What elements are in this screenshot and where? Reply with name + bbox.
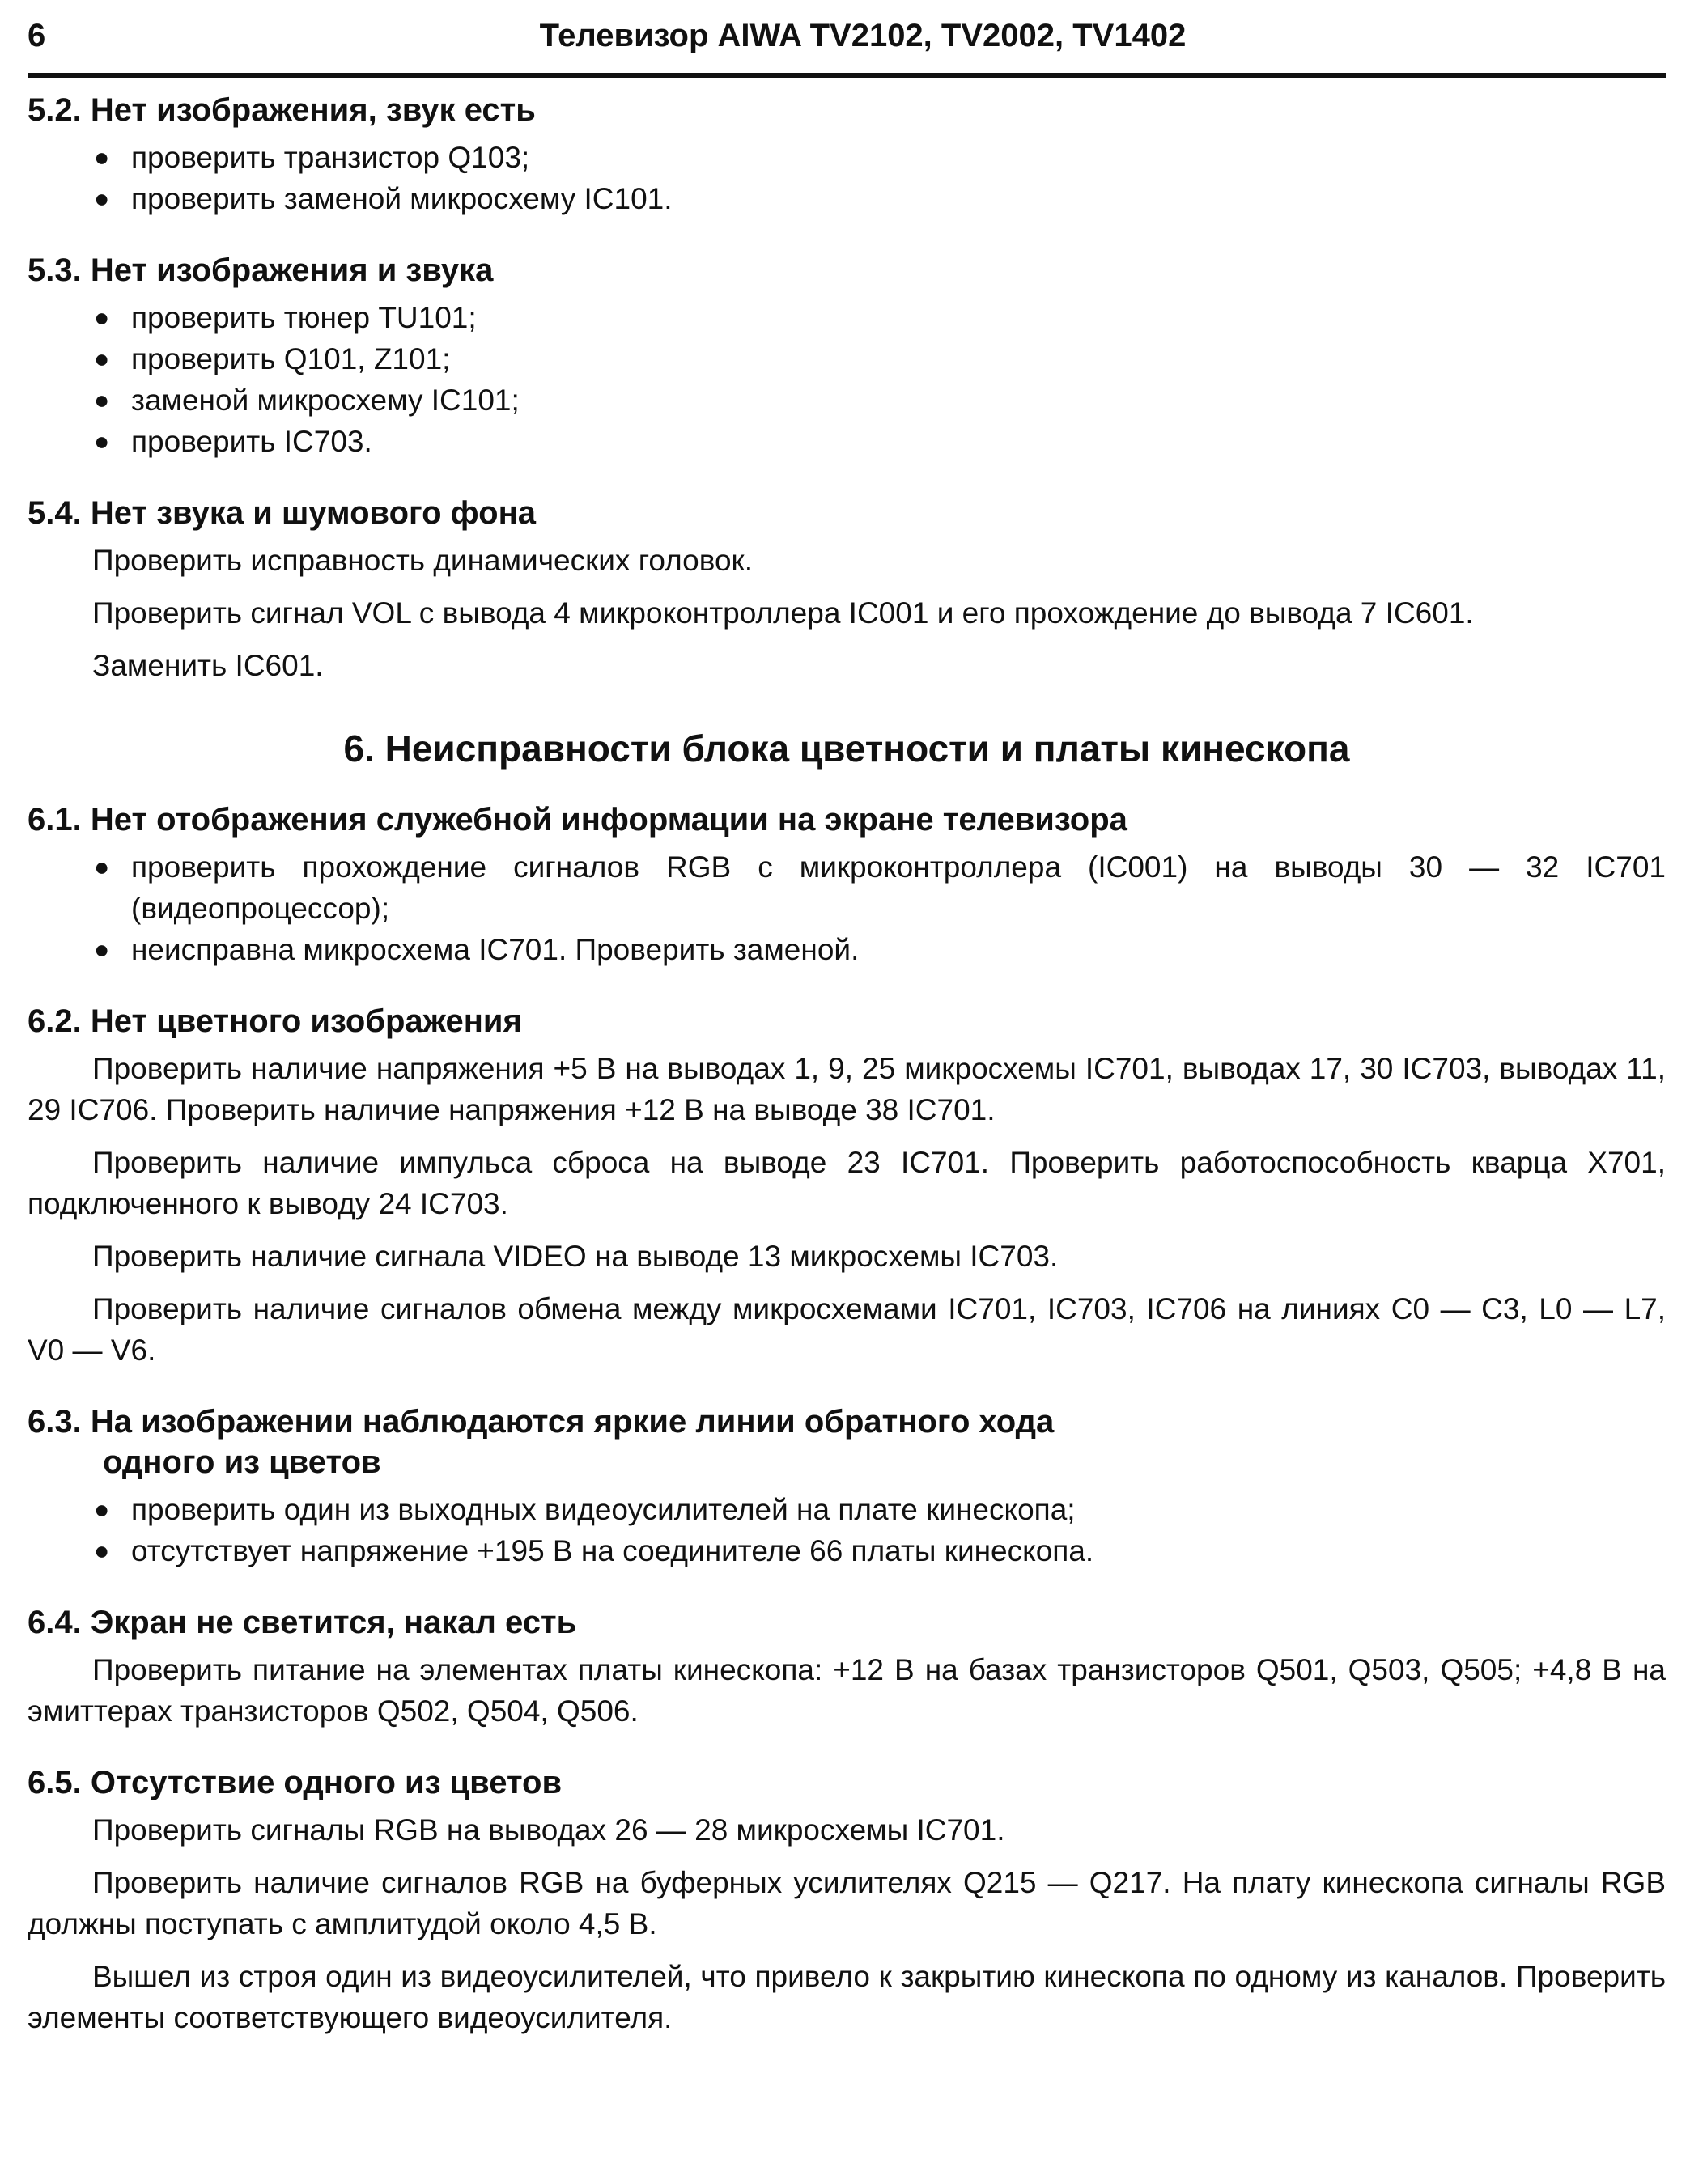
list-item — [92, 846, 1666, 929]
page-number: 6 — [28, 18, 46, 53]
subsection-heading: 5.3. Нет изображения и звука — [28, 252, 494, 288]
section-5-4 — [28, 493, 1666, 686]
bullet-list — [28, 846, 1666, 970]
paragraph: Проверить сигналы RGB на выводах 26 — 28 микросхемы IC701. — [92, 1813, 1005, 1847]
paragraph: Проверить наличие сигналов RGB на буферных усилителях Q215 — Q217. На плату кинескопа сигналы RGB должны поступать с амплитудой около 4,5 В. — [28, 1866, 1666, 1940]
bullet-list — [28, 137, 1666, 219]
list-item-text: проверить IC703. — [131, 425, 372, 458]
bullet-icon: ● — [94, 935, 110, 964]
bullet-icon: ● — [94, 385, 110, 414]
paragraph: Проверить наличие сигналов обмена между микросхемами IC701, IC703, IC706 на линиях C0 — C3, L0 — L7, V0 — V6. — [28, 1292, 1666, 1367]
list-item-text: неисправна микросхема IC701. Проверить заменой. — [131, 933, 860, 966]
section-6-5 — [28, 1762, 1666, 2038]
bullet-icon: ● — [94, 852, 110, 881]
subsection-heading: 6.5. Отсутствие одного из цветов — [28, 1765, 563, 1800]
section-5-2 — [28, 90, 1666, 219]
paragraph: Проверить исправность динамических головок. — [92, 544, 754, 577]
list-item — [92, 137, 1666, 178]
subsection-heading: 6.2. Нет цветного изображения — [28, 1003, 522, 1039]
list-item — [92, 1530, 1666, 1571]
bullet-icon: ● — [94, 1495, 110, 1524]
bullet-icon: ● — [94, 142, 110, 172]
list-item-text: заменой микросхему IC101; — [131, 384, 520, 417]
list-item — [92, 380, 1666, 421]
section-title: 6. Неисправности блока цветности и платы кинескопа — [343, 727, 1350, 770]
bullet-list — [28, 1489, 1666, 1571]
bullet-icon: ● — [94, 426, 110, 456]
subsection-heading: 6.4. Экран не светится, накал есть — [28, 1605, 577, 1640]
paragraph: Проверить наличие напряжения +5 В на выводах 1, 9, 25 микросхемы IC701, выводах 17, 30 IC703, выводах 11, 29 IC706. Проверить наличие напряжения +12 В на выводе 38 IC701. — [28, 1052, 1666, 1126]
running-title: Телевизор AIWA TV2102, TV2002, TV1402 — [539, 18, 1187, 53]
list-item-text: проверить Q101, Z101; — [131, 342, 451, 375]
bullet-icon: ● — [94, 344, 110, 373]
list-item — [92, 1489, 1666, 1530]
paragraph: Проверить наличие сигнала VIDEO на выводе 13 микросхемы IC703. — [92, 1240, 1059, 1273]
bullet-icon: ● — [94, 303, 110, 332]
subsection-heading: 6.1. Нет отображения служебной информации на экране телевизора — [28, 802, 1127, 838]
paragraph: Заменить IC601. — [92, 649, 324, 682]
section-6-2 — [28, 1001, 1666, 1371]
paragraph: Проверить сигнал VOL с вывода 4 микроконтроллера IC001 и его прохождение до вывода 7 IC601. — [92, 596, 1474, 630]
subsection-heading-line2: одного из цветов — [103, 1444, 381, 1480]
subsection-heading: 5.2. Нет изображения, звук есть — [28, 92, 536, 128]
bullet-icon: ● — [94, 1536, 110, 1565]
list-item-text: проверить тюнер TU101; — [131, 301, 477, 334]
paragraph: Вышел из строя один из видеоусилителей, что привело к закрытию кинескопа по одному из каналов. Проверить элементы соответствующего видеоусилителя. — [28, 1960, 1666, 2034]
list-item — [92, 929, 1666, 970]
list-item — [92, 297, 1666, 338]
subsection-heading: 5.4. Нет звука и шумового фона — [28, 495, 536, 531]
paragraph: Проверить питание на элементах платы кинескопа: +12 В на базах транзисторов Q501, Q503, Q505; +4,8 В на эмиттерах транзисторов Q502, Q504, Q506. — [28, 1653, 1666, 1728]
subsection-heading — [28, 1402, 1666, 1482]
page-header — [28, 13, 1666, 78]
list-item-text: отсутствует напряжение +195 В на соединителе 66 платы кинескопа. — [131, 1534, 1094, 1567]
bullet-icon: ● — [94, 184, 110, 213]
section-6-1 — [28, 799, 1666, 970]
list-item-text: проверить заменой микросхему IC101. — [131, 182, 673, 215]
list-item — [92, 178, 1666, 219]
list-item-text: проверить прохождение сигналов RGB с микроконтроллера (IC001) на выводы 30 — 32 IC701 (видеопроцессор); — [131, 850, 1666, 925]
section-6-4 — [28, 1602, 1666, 1732]
subsection-heading-line1: 6.3. На изображении наблюдаются яркие линии обратного хода — [28, 1404, 1055, 1440]
list-item — [92, 338, 1666, 380]
section-5-3 — [28, 250, 1666, 462]
list-item-text: проверить один из выходных видеоусилителей на плате кинескопа; — [131, 1493, 1076, 1526]
bullet-list — [28, 297, 1666, 462]
document-page — [28, 0, 1666, 2069]
list-item-text: проверить транзистор Q103; — [131, 141, 530, 174]
paragraph: Проверить наличие импульса сброса на выводе 23 IC701. Проверить работоспособность кварца X701, подключенного к выводу 24 IC703. — [28, 1146, 1666, 1220]
section-6-3 — [28, 1402, 1666, 1571]
list-item — [92, 421, 1666, 462]
